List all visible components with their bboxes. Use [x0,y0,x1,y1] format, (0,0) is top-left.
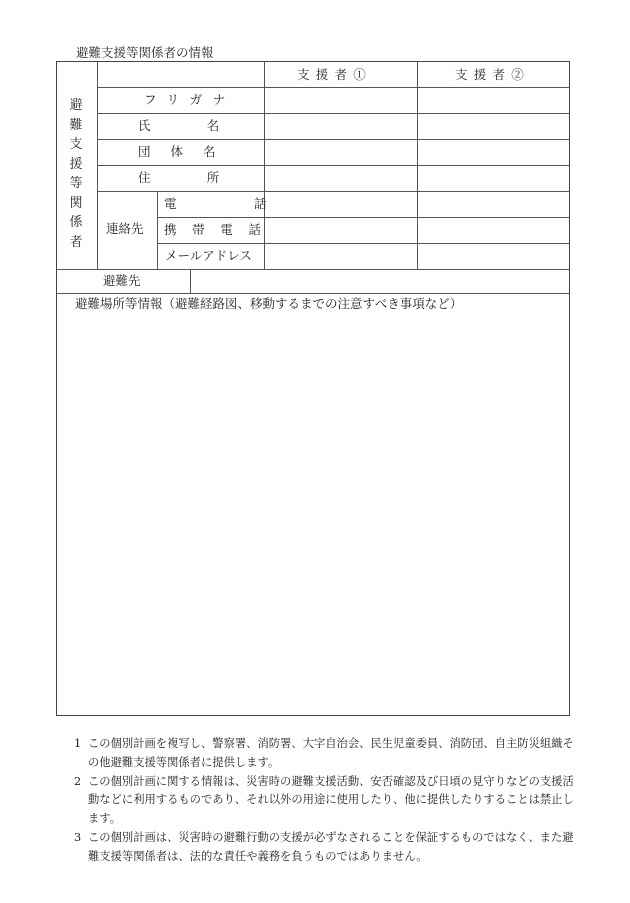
note-item [64,773,580,829]
label-evac-info: 避難場所等情報（避難経路図、移動するまでの注意すべき事項など） [75,296,463,311]
label-furigana: フリガナ [144,92,236,107]
row-divider [157,243,570,244]
row-divider [97,191,570,192]
row-divider [97,139,570,140]
label-evac-destination: 避難先 [103,273,141,288]
label-email: メールアドレス [165,248,252,263]
note-text: この個別計画は、災害時の避難行動の支援が必ずなされることを保証するものではなく、また避難支援等関係者は、法的な責任や義務を負うものではありません。 [88,830,574,863]
label-address: 住所 [138,170,276,185]
note-text: この個別計画に関する情報は、災害時の避難支援活動、安否確認及び日頃の見守りなどの支援活動などに利用するものであり、それ以外の用途に使用したり、他に提供したりすることは禁止します。 [88,774,574,826]
label-organization: 団体名 [138,144,236,159]
column-divider [417,62,418,269]
note-item [64,735,580,773]
note-number: 2 [74,774,82,788]
header-supporter-2: 支援者② [455,67,531,82]
label-contact: 連絡先 [106,221,144,236]
header-supporter-1: 支援者① [297,67,373,82]
row-divider [57,269,570,270]
row-divider [97,87,570,88]
column-divider [157,191,158,269]
note-number: 3 [74,830,82,844]
column-divider [264,62,265,269]
column-divider [190,269,191,293]
notes-list [64,735,580,867]
note-text: この個別計画を複写し、警察署、消防署、大字自治会、民生児童委員、消防団、自主防災組織その他避難支援等関係者に提供します。 [88,737,574,769]
label-mobile: 携帯電話 [164,222,277,237]
side-label: 避難支援等関係者 [69,98,83,250]
label-name: 氏名 [138,118,276,133]
label-phone: 電話 [164,196,345,211]
row-divider [57,293,570,294]
note-item [64,829,580,867]
row-divider [97,165,570,166]
supporter-info-table [56,61,570,716]
section-title: 避難支援等関係者の情報 [76,45,214,60]
note-number: 1 [74,737,82,750]
column-divider [97,62,98,269]
row-divider [97,113,570,114]
row-divider [157,217,570,218]
